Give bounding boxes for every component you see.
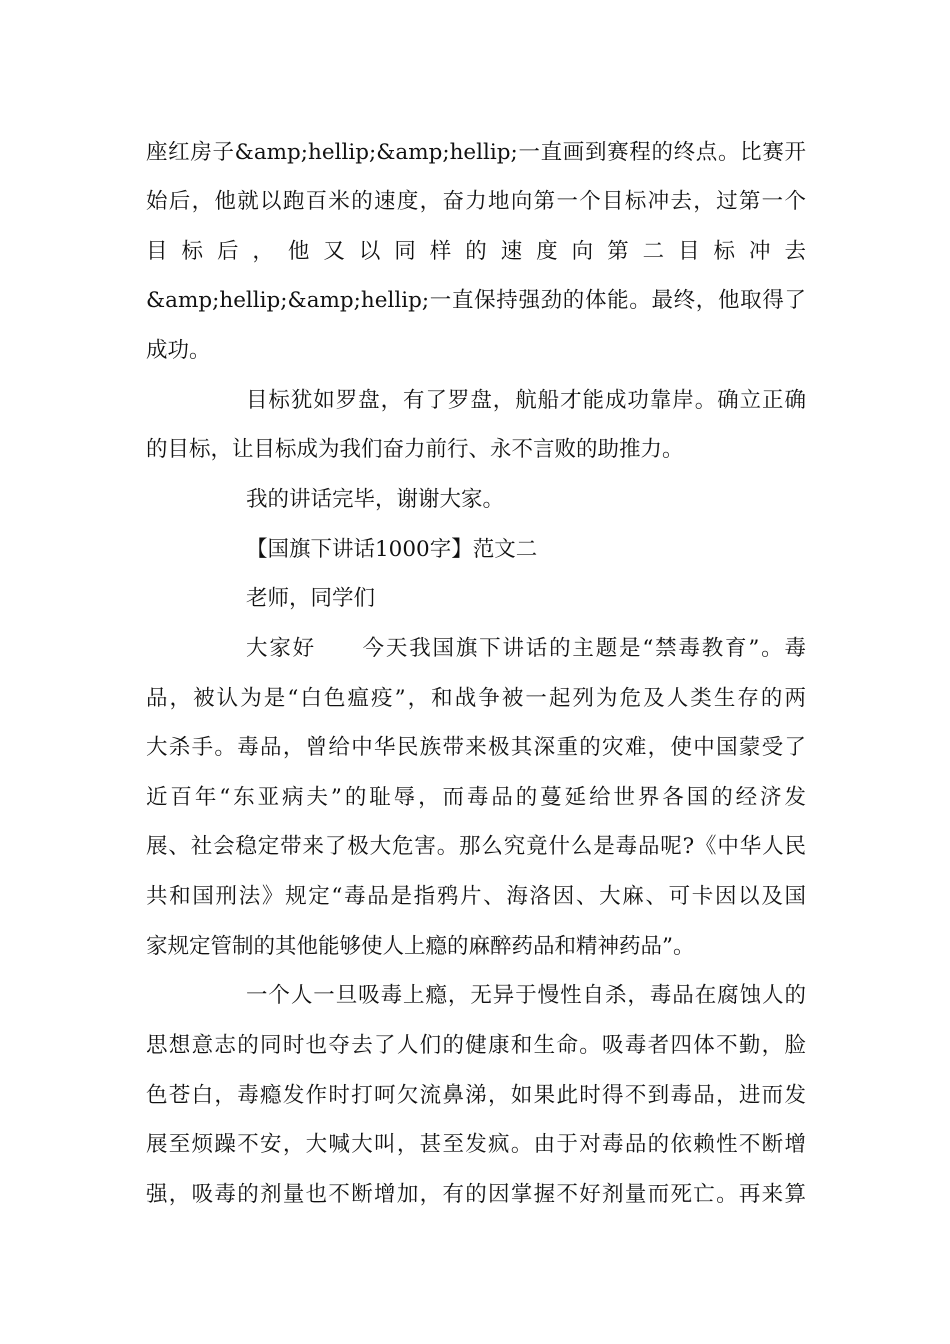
salutation: 老师，同学们 xyxy=(246,586,376,611)
text-line-4: &amp;hellip;&amp;hellip;一直保持强劲的体能。最终，他取得了 xyxy=(146,288,806,313)
text-line-6: 目标犹如罗盘，有了罗盘，航船才能成功靠岸。确立正确 xyxy=(246,388,806,413)
text-line-21: 展至烦躁不安，大喊大叫，甚至发疯。由于对毒品的依赖性不断增 xyxy=(146,1132,806,1157)
text-line-22: 强，吸毒的剂量也不断增加，有的因掌握不好剂量而死亡。再来算 xyxy=(146,1182,806,1207)
text-line-12: 品，被认为是“白色瘟疫”，和战争被一起列为危及人类生存的两 xyxy=(146,686,806,711)
text-line-8: 我的讲话完毕，谢谢大家。 xyxy=(246,487,505,512)
text-line-13: 大杀手。毒品，曾给中华民族带来极其深重的灾难，使中国蒙受了 xyxy=(146,735,806,760)
text-line-1: 座红房子&amp;hellip;&amp;hellip;一直画到赛程的终点。比赛开 xyxy=(146,140,806,165)
text-line-14: 近百年“东亚病夫”的耻辱，而毒品的蔓延给世界各国的经济发 xyxy=(146,785,806,810)
text-line-15: 展、社会稳定带来了极大危害。那么究竟什么是毒品呢?《中华人民 xyxy=(146,834,806,859)
text-line-19: 思想意志的同时也夺去了人们的健康和生命。吸毒者四体不勤，脸 xyxy=(146,1033,806,1058)
text-line-3: 目标后，他又以同样的速度向第二目标冲去 xyxy=(146,239,806,264)
text-line-20: 色苍白，毒瘾发作时打呵欠流鼻涕，如果此时得不到毒品，进而发 xyxy=(146,1083,806,1108)
text-line-5: 成功。 xyxy=(146,338,211,363)
text-line-2: 始后，他就以跑百米的速度，奋力地向第一个目标冲去，过第一个 xyxy=(146,189,806,214)
text-line-17: 家规定管制的其他能够使人上瘾的麻醉药品和精神药品”。 xyxy=(146,934,695,959)
text-line-11: 大家好 今天我国旗下讲话的主题是“禁毒教育”。毒 xyxy=(246,636,806,661)
section-heading: 【国旗下讲话1000字】范文二 xyxy=(246,537,538,562)
text-line-7: 的目标，让目标成为我们奋力前行、永不言败的助推力。 xyxy=(146,437,684,462)
text-line-16: 共和国刑法》规定“毒品是指鸦片、海洛因、大麻、可卡因以及国 xyxy=(146,884,806,909)
text-line-18: 一个人一旦吸毒上瘾，无异于慢性自杀，毒品在腐蚀人的 xyxy=(246,983,806,1008)
